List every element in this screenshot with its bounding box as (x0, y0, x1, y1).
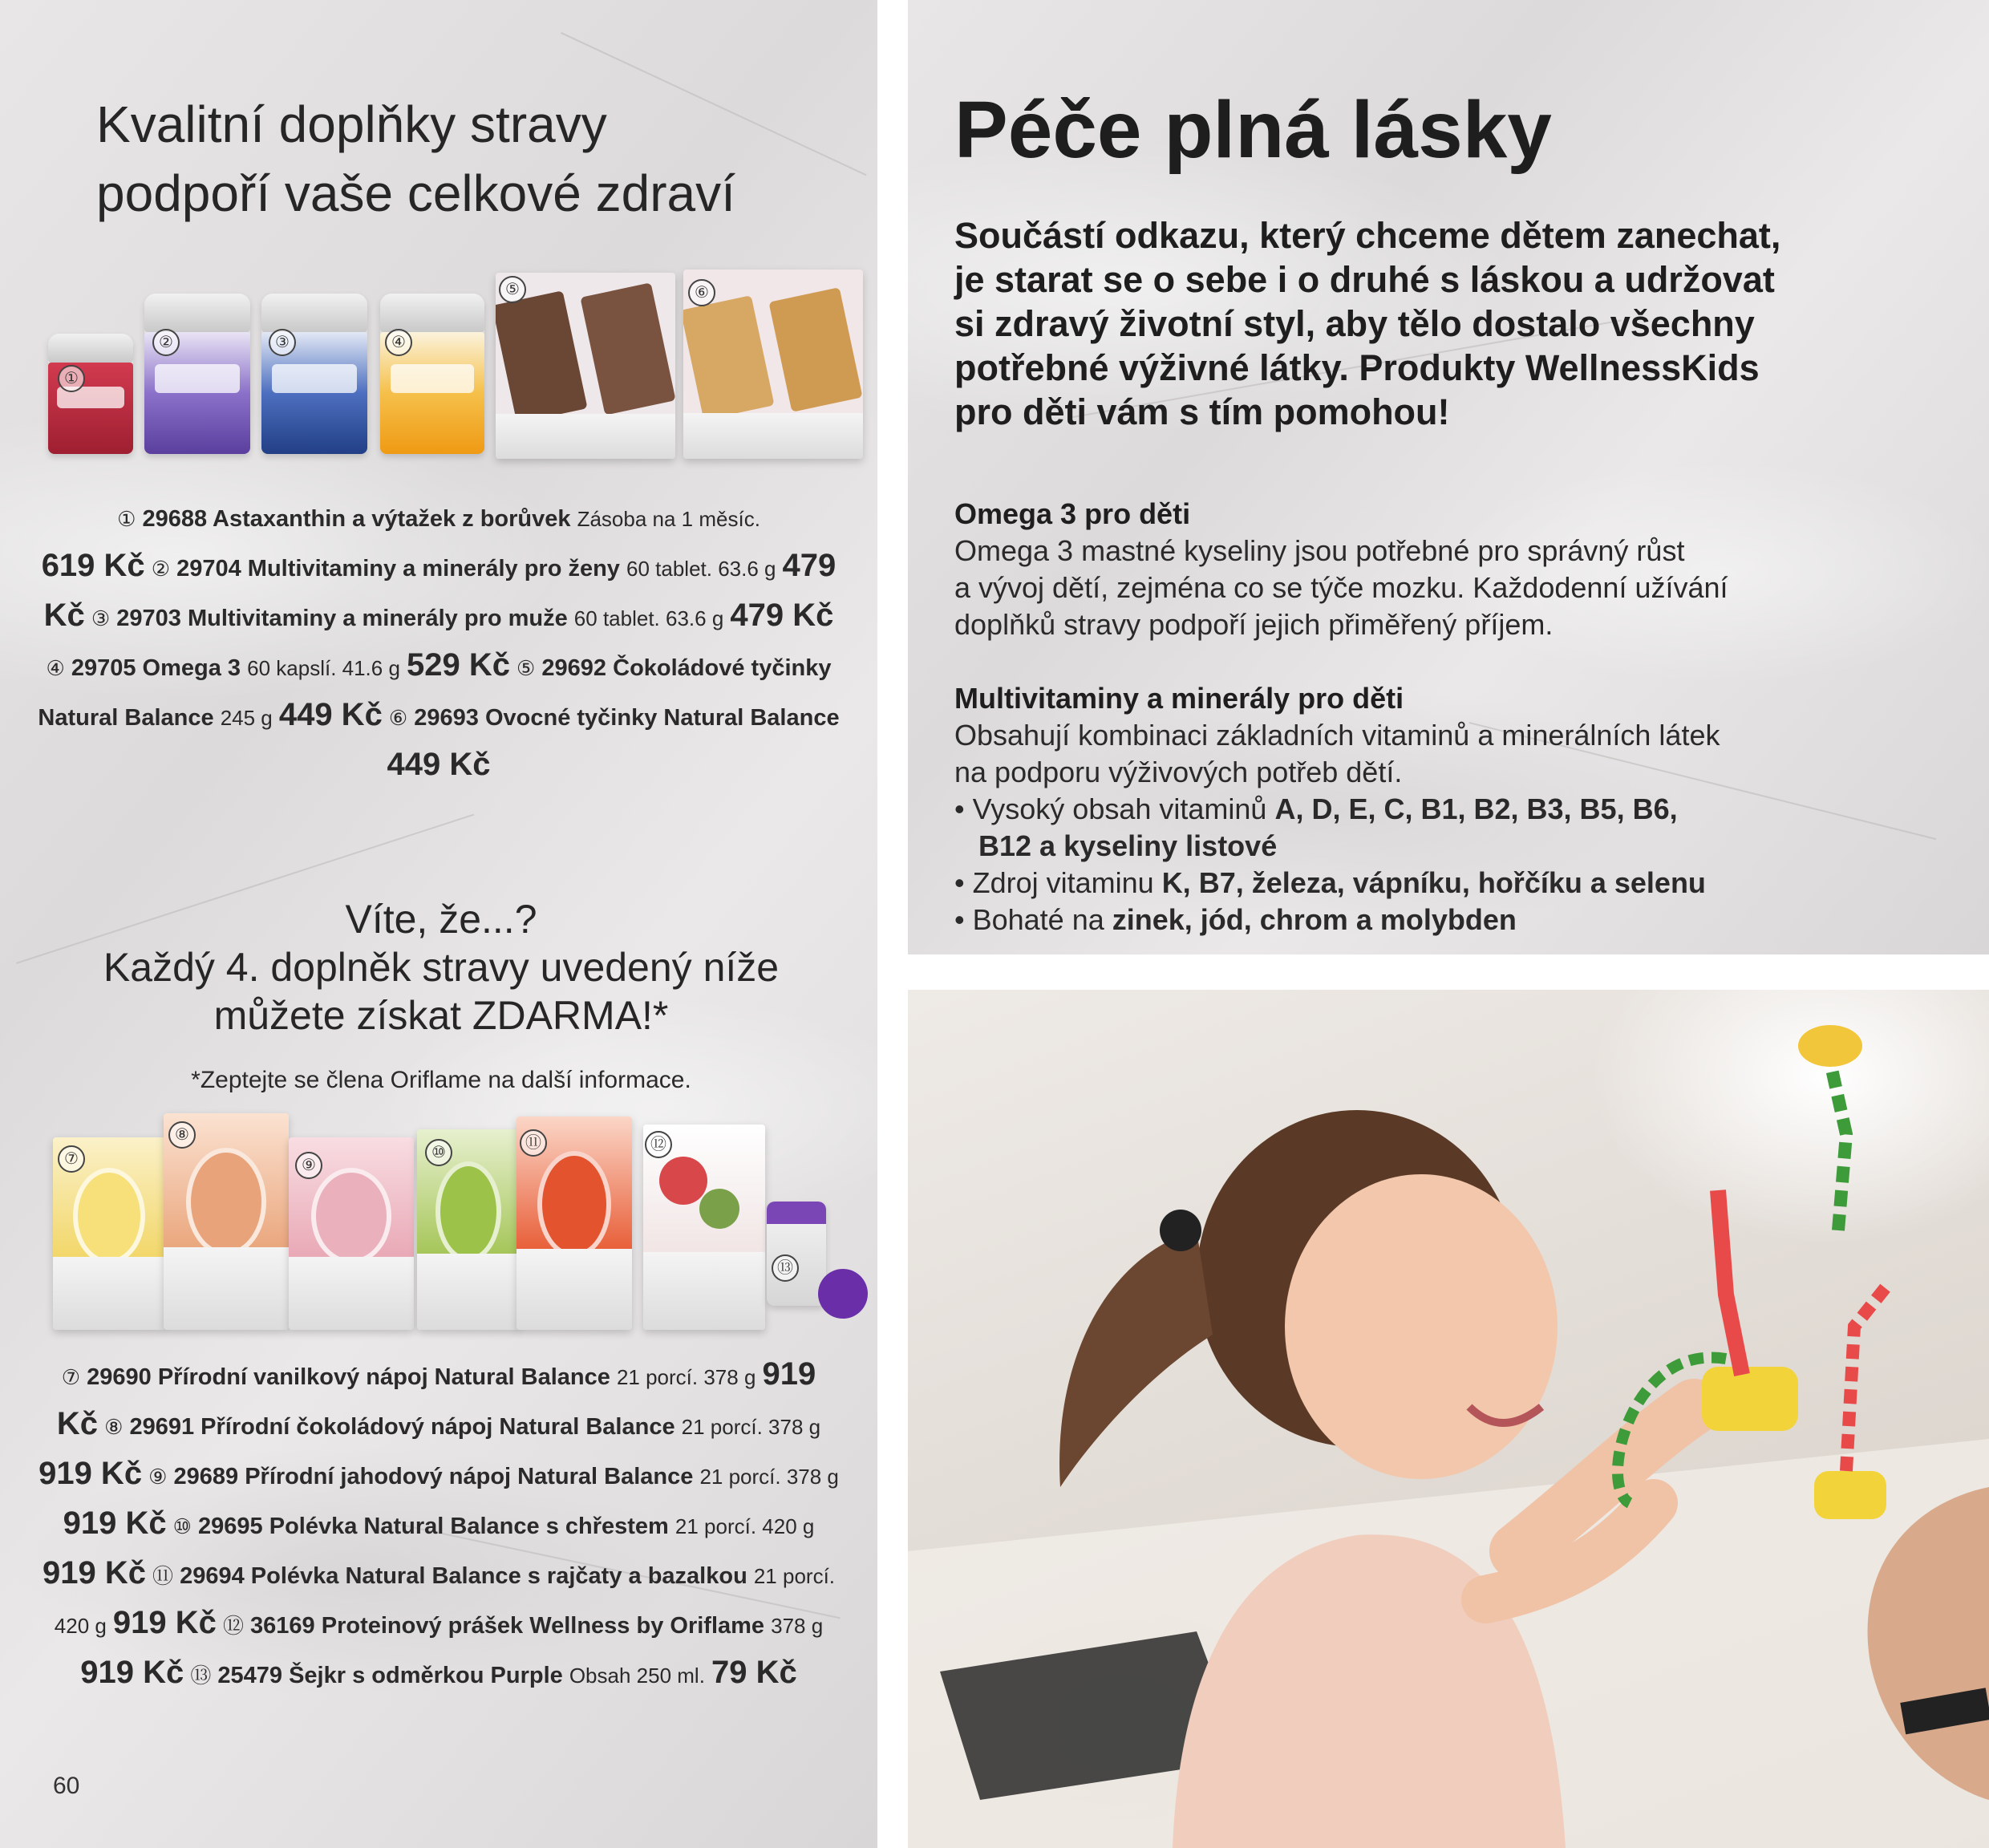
product-name: 29690 Přírodní vanilkový nápoj Natural Balance (87, 1364, 610, 1390)
product-image-multivitamin-women (144, 294, 250, 454)
did-you-know-line1: Víte, že...? (345, 897, 537, 942)
omega-heading: Omega 3 pro děti (954, 497, 1191, 530)
girl-ponytail (1059, 1230, 1213, 1487)
product-name: 29691 Přírodní čokoládový nápoj Natural Balance (129, 1414, 675, 1440)
did-you-know-line3: můžete získat ZDARMA!* (213, 993, 669, 1038)
left-title-line2: podpoří vaše celkové zdraví (96, 164, 735, 222)
product-price: 449 Kč (278, 697, 383, 732)
product-price: 479 Kč (730, 598, 834, 633)
marker-9: ⑨ (295, 1152, 322, 1179)
photo-illustration (908, 990, 1989, 1848)
product-image-omega3 (380, 294, 484, 454)
bullet-minerals: • Bohaté na zinek, jód, chrom a molybden (954, 903, 1517, 936)
product-name: 29689 Přírodní jahodový nápoj Natural Balance (173, 1464, 694, 1489)
marker-5: ⑤ (499, 276, 526, 303)
product-price: 79 Kč (711, 1655, 797, 1690)
marker-6: ⑥ (688, 279, 715, 306)
did-you-know-heading (48, 895, 834, 1040)
product-name: 29692 Čokoládové tyčinky Natural Balance (38, 655, 832, 731)
product-name: 29693 Ovocné tyčinky Natural Balance (414, 705, 840, 731)
product-detail: 245 g (220, 706, 273, 730)
product-name: 29705 Omega 3 (71, 655, 241, 681)
marker-12: ⑫ (645, 1131, 672, 1158)
product-image-chocolate-bars (496, 273, 675, 459)
product-name: 29694 Polévka Natural Balance s rajčaty a bazalkou (180, 1563, 747, 1589)
product-image-astaxanthin (48, 334, 133, 454)
product-image-multivitamin-men (261, 294, 367, 454)
product-detail: Zásoba na 1 měsíc. (577, 507, 760, 531)
product-detail: 21 porcí. 378 g (699, 1465, 839, 1489)
product-price: 919 Kč (42, 1555, 146, 1591)
product-detail: 21 porcí. 420 g (674, 1514, 815, 1538)
product-detail: 21 porcí. 420 g (54, 1564, 836, 1638)
top-price-list: ① 29688 Astaxanthin a výtažek z borůvek Zásoba na 1 měsíc. 619 Kč ② 29704 Multivitaminy a minerály pro ženy 60 tablet. 63.6 g 479 Kč ③ 29703 Multivitaminy a minerály pro muže 60 tablet. 63.6 g 479 Kč ④ 29705 Omega 3 60 kapslí. 41.6 g 529 Kč ⑤ 29692 Čokoládové tyčinky Natural Balance 245 g 449 Kč ⑥ 29693 Ovocné tyčinky Natural Balance 449 Kč (38, 506, 840, 782)
marker-13: ⑬ (772, 1254, 799, 1282)
left-page-title (96, 90, 866, 228)
marker-1: ① (58, 365, 85, 392)
page-gutter (877, 0, 908, 1848)
marker-3: ③ (269, 329, 296, 356)
girl-face (1285, 1174, 1558, 1479)
product-name: 29695 Polévka Natural Balance s chřestem (198, 1514, 669, 1539)
product-name: 25479 Šejkr s odměrkou Purple (217, 1663, 563, 1688)
product-price: 919 Kč (38, 1456, 143, 1491)
marker-11: ⑪ (520, 1129, 547, 1157)
product-name: 29688 Astaxanthin a výtažek z borůvek (142, 506, 571, 532)
product-price: 919 Kč (80, 1655, 184, 1690)
photo-girl-with-toy (908, 990, 1989, 1848)
product-price: 529 Kč (407, 647, 510, 683)
omega-text: Omega 3 mastné kyseliny jsou potřebné pro správný růst a vývoj dětí, zejména co se týče mozku. Každodenní užívání doplňků stravy podpoří jejich přiměřený příjem. (954, 534, 1728, 641)
product-price: 919 Kč (56, 1356, 816, 1441)
product-detail: 60 tablet. 63.6 g (573, 606, 724, 630)
product-price: 919 Kč (112, 1605, 217, 1640)
intro-paragraph: Součástí odkazu, který chceme dětem zanechat, je starat se o sebe i o druhé s láskou a udržovat si zdravý životní styl, aby tělo dostalo všechny potřebné výživné látky. Produkty WellnessKids pro děti vám s tím pomohou! (954, 215, 1781, 432)
product-detail: 60 kapslí. 41.6 g (247, 656, 400, 680)
product-detail: 21 porcí. 378 g (681, 1415, 821, 1439)
multivitamin-text: Obsahují kombinaci základních vitaminů a minerálních látek na podporu výživových potřeb dětí. (954, 719, 1720, 788)
marker-8: ⑧ (168, 1121, 196, 1149)
right-page-title: Péče plná lásky (954, 85, 1552, 175)
right-page-divider (908, 954, 1989, 990)
product-detail: 60 tablet. 63.6 g (626, 557, 776, 581)
product-name: 36169 Proteinový prášek Wellness by Oriflame (250, 1613, 765, 1639)
left-title-line1: Kvalitní doplňky stravy (96, 95, 607, 153)
bullet-vitamins: • Vysoký obsah vitaminů A, D, E, C, B1, B2, B3, B5, B6, B12 a kyseliny listové (954, 792, 1678, 862)
product-price: 919 Kč (63, 1506, 167, 1541)
marker-2: ② (152, 329, 180, 356)
product-price: 479 Kč (43, 548, 837, 633)
footnote: *Zeptejte se člena Oriflame na další informace. (191, 1067, 691, 1093)
multivitamin-heading: Multivitaminy a minerály pro děti (954, 682, 1404, 715)
hair-scrunchie (1160, 1210, 1201, 1251)
marker-10: ⑩ (425, 1139, 452, 1166)
product-name: 29704 Multivitaminy a minerály pro ženy (176, 556, 620, 582)
product-name: 29703 Multivitaminy a minerály pro muže (116, 606, 568, 631)
marker-7: ⑦ (58, 1145, 85, 1173)
product-price: 619 Kč (41, 548, 145, 583)
did-you-know-line2: Každý 4. doplněk stravy uvedený níže (103, 945, 780, 990)
product-detail: 378 g (771, 1614, 824, 1638)
bullet-vitamin-k: • Zdroj vitaminu K, B7, železa, vápníku, hořčíku a selenu (954, 866, 1706, 899)
marker-4: ④ (385, 329, 412, 356)
product-detail: Obsah 250 ml. (569, 1664, 705, 1688)
toy-giraffe-body (1702, 1367, 1798, 1431)
bottom-price-list: ⑦ 29690 Přírodní vanilkový nápoj Natural Balance 21 porcí. 378 g 919 Kč ⑧ 29691 Přírodní čokoládový nápoj Natural Balance 21 porcí. 378 g 919 Kč ⑨ 29689 Přírodní jahodový nápoj Natural Balance 21 porcí. 378 g 919 Kč ⑩ 29695 Polévka Natural Balance s chřestem 21 porcí. 420 g 919 Kč ⑪ 29694 Polévka Natural Balance s rajčaty a bazalkou 21 porcí. 420 g 919 Kč ⑫ 36169 Proteinový prášek Wellness by Oriflame 378 g 919 Kč ⑬ 25479 Šejkr s odměrkou Purple Obsah 250 ml. 79 Kč (38, 1356, 839, 1690)
product-detail: 21 porcí. 378 g (616, 1365, 756, 1389)
product-price: 449 Kč (387, 747, 491, 782)
page-number: 60 (53, 1773, 80, 1799)
